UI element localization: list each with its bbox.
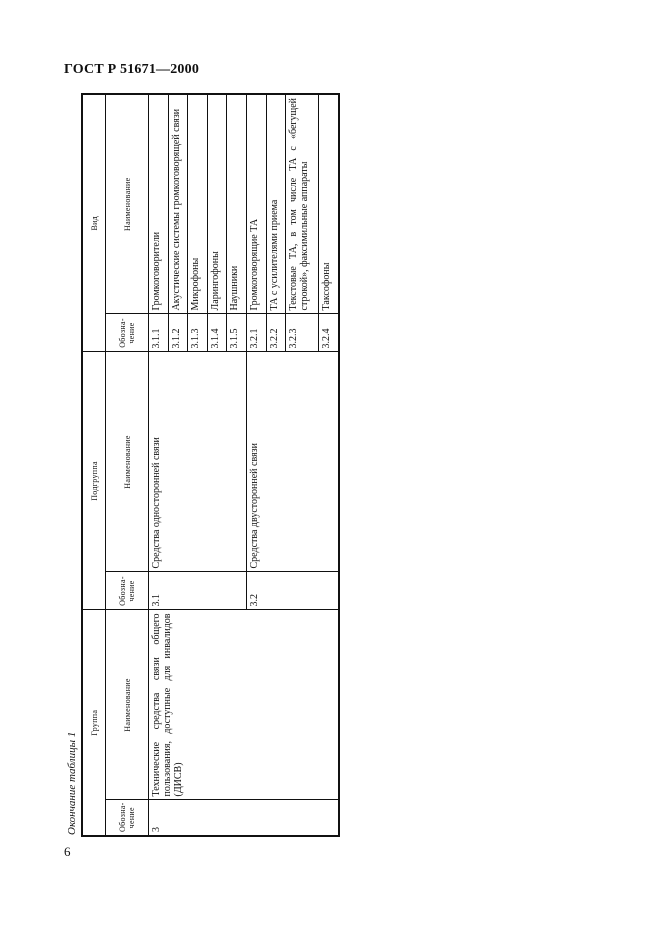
view-name-cell: Таксофоны [319,94,339,314]
table-caption: Окончание таблицы 1 [66,731,78,835]
rotated-table-content [65,95,340,837]
classification-table [81,93,340,837]
group-name-cell: Технические средства связи общего пользования, доступные для инвалидов (ДИСВ) [149,610,340,800]
table-header-row [82,94,106,836]
subgroup-designation-header: Обозна-чение [106,572,149,610]
view-name-cell: Акустические системы громкоговорящей связи [168,94,188,314]
rotated-table-region [65,95,340,837]
table-row [149,94,169,836]
subgroup-code-cell: 3.2 [246,572,339,610]
view-code-cell: 3.1.3 [188,314,208,352]
view-name-cell: Микрофоны [188,94,208,314]
page-number: 6 [64,844,71,859]
subgroup-name-header: Наименование [106,352,149,572]
table-subheader-row [106,94,149,836]
group-header: Группа [82,610,106,836]
group-designation-header: Обозна-чение [106,800,149,836]
group-name-header: Наименование [106,610,149,800]
subgroup-name-cell: Средства односторонней связи [149,352,247,572]
view-designation-header: Обозна-чение [106,314,149,352]
subgroup-name-cell: Средства двусторонней связи [246,352,339,572]
view-code-cell: 3.1.2 [168,314,188,352]
view-code-cell: 3.2.2 [266,314,286,352]
view-code-cell: 3.2.4 [319,314,339,352]
view-name-header: Наименование [106,94,149,314]
view-code-cell: 3.1.5 [227,314,247,352]
document-header: ГОСТ Р 51671—2000 [64,62,200,77]
view-code-cell: 3.2.3 [286,314,319,352]
view-header: Вид [82,94,106,352]
view-code-cell: 3.1.1 [149,314,169,352]
view-name-cell: ТА с усилителями приема [266,94,286,314]
view-name-cell: Ларингофоны [207,94,227,314]
view-name-cell: Наушники [227,94,247,314]
view-code-cell: 3.1.4 [207,314,227,352]
group-code-cell: 3 [149,800,340,836]
view-name-cell: Громкоговорители [149,94,169,314]
view-code-cell: 3.2.1 [246,314,266,352]
subgroup-code-cell: 3.1 [149,572,247,610]
view-name-cell: Громкоговорящие ТА [246,94,266,314]
subgroup-header: Подгруппа [82,352,106,610]
view-name-cell: Текстовые ТА, в том числе ТА с «бегущей строкой», факсимильные аппараты [286,94,319,314]
